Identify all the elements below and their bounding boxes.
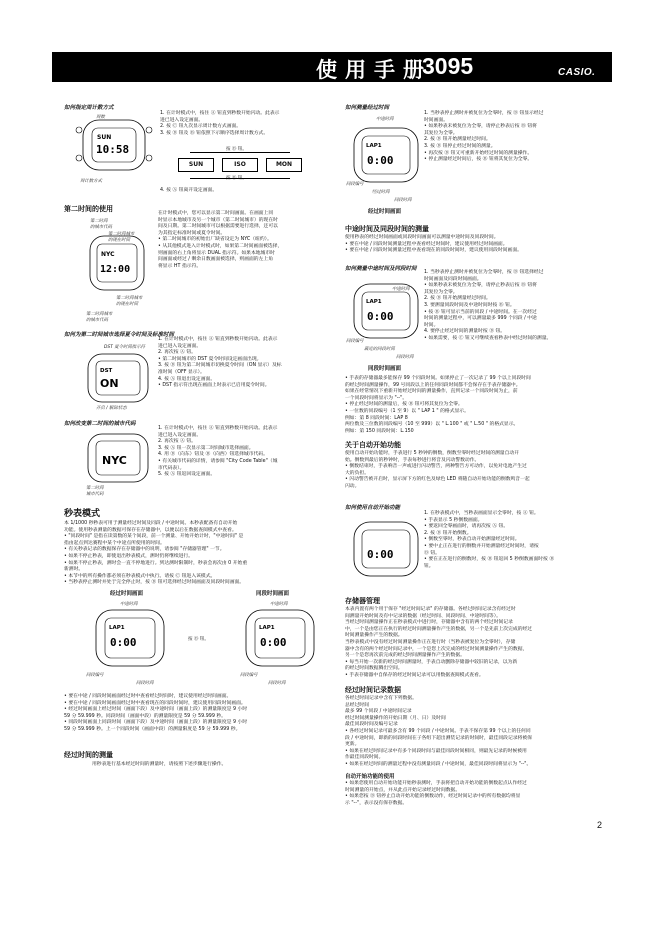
split-notes: • 手表的存储器最多能保存 99 个同段时间。如果停止了一次记录了 99 个以上同段时间 的经过时间测量操作，99 号同段以上的任何同段时间都不会保存在手表存储器中。 如果在经常情况下重新开始经过时间的测量操作，直到记录一个同段时间为止，前 一个同段时间将显示为 "--"。 • 停止经过时间的测量后，按 Ⓑ 钮可将其复位为全零。 • 一位数的同段编号（1 至 9）以 " LAP 1 " 的格式显示。 例如：第 8 同段时间：LAP 8 两位数及三位数的同段编号（10 至 999）以 " L.100 " 或 " L.50 " 的格式显示。 例如：第 150 同段时间：L.150 [345,376,531,434]
section-stopwatch-title: 秒表模式 [64,509,101,519]
watch-illustration [82,432,154,484]
city-code-steps: 1. 在计时模式中，按住 Ⓐ 钮直到秒数开始闪动。此表示 进已进入设定画面。 2. 再次按 Ⓐ 钮。 3. 按 Ⓐ 钮一次显示第二时间城市选择画面。 4. 用 Ⓓ（向东）钮及 Ⓑ（向西）钮选择城市代码。 • 有关城市代码的详情，请参阅 "City Code Table"（城 市代码表）。 5. 按 Ⓐ 钮返回设定画面。 [158,426,278,478]
caption-split-time: 中途时间 [120,602,138,607]
stopwatch-intro-text: 本 1/1000 秒秒表可用于测量经过时间及同段 / 中途时间。本秒表配备有自动开始 功能。使用秒表测量的数据可保存在存储器中，以便以后在数据查阅模式中查看。 • "同段时间" 是指在读第数的某个间段，前一个测量、开始开始计时，"中途时间" 是 指由起点到达赛程中某个中途点所使用的时间。 • 有关秒表记录的数据保存在存储器中的说明，请参阅 "存储器管理" 一节。 • 如果不停止秒表，即使退出秒表模式，测时仍将继续进行。 • 如果不停止秒表，测时会一直不停地进行。到达测时限制时，秒表会再次由 0 开始重 新测时。 • 本节中的所有操作都必须在秒表模式中执行。请按 Ⓒ 钮进入该模式。 • 当秒表停止测时并处于完全停止时，按 Ⓓ 钮可选择经过时间画面及同段时间画面。 [64,521,248,586]
caption-lap-number-right: 同段编号 [240,673,258,678]
watch-top-text: LAP1 [109,625,125,631]
memory-text: 本表内置有两个用于保存 "经过时间记录" 的存储器。各经过时间记录含有经过时 间测量开始时间及有中记录的数据（经过时间、同段时间、中途时间等）。 当经过时间测量操作正在秒表模式中进行时，存储器中含有的两个经过时间记录 中，一个是由您正在执行的经过时间测量操作产生的数据，另一个是先前上次完成的经过 时间测量操作产生的数据。 当秒表模式中没有经过时间测量操作正在进行时（当秒表被复位为全零时），存储 器中含有的两个经过时间记录中，一个是您上次完成的经过时间测量操作产生的数据， 另一个是您再次前完成的经过时间测量操作产生的数据。 • 每当开始一次新的经过时间测量时，手表自动删除存储器中较旧的记录，以为新 的经过时间数据腾出空间。 • 手表存储器中自保存的经过时间记录可以用数据查阅模式查看。 [345,607,533,678]
section-measure-elapsed-title: 如何测量经过时间 [345,105,390,111]
section-week-count-title: 如何指定周计数方式 [64,105,114,111]
step-line: 进已进入设定画面。 [160,117,204,123]
section-record-data-title: 经过时间记录数据 [345,686,401,694]
caption-r3-lap: 同段时间 [396,355,414,360]
watch-time-text: 10:58 [96,143,130,156]
record-data-text: 各经过时间记录中含有下列数据。 总经过时间 最多 99 个同段 / 中途时间记录 经过时间测量操作的开始日期（月、日）及时间 最佳同段时间及编号记录 • 各经过时间记录可最多含有 99 个同段 / 中途时间。手表不保存第 99 个以上的任何同 段 / 中途时间，即新的同段时间在子各组下超出测装记录的时间时，最佳同段记录将被保 更新。 • 如果在经过时间记录中有多个同段时间与最佳同段时间相同，则最先记录的时候被用 作最佳同段时间。 • 如果在经过时间的测量过程中没有测量同段 / 中途时间，最佳同段时间将显示为 "--"。 [345,696,532,767]
watch-time-text: 12:00 [100,264,131,275]
caption-on-off: 开启 / 解除状态 [96,406,127,411]
watch-time-text: 0:00 [367,310,394,323]
section-auto-start-use-title: 自动开始功能的使用 [345,774,395,780]
page-number: 2 [597,820,603,830]
caption-lap-time: 同段时间 [136,681,154,686]
second-time-text: 在计时模式中，您可以显示第二时间画面。在画面上同 时显示本地城市及另一个城市（第二时间城市）的现在时 间及日期。第二时间城市可以根据需要进行选择，还可以 为其指定标准时间或夏令时间。 • 第二时间城市的初始出厂缺省设定为 NYC（纽约）。 • 从其他模式进入计时模式时，如果第二时间画面被选择， 则画面的右上角将显示 DUAL 指示符。如果本地城市时 间画面或经过 / 剩余日数画面被选择，则画面的左上角 将显示 HT 指示符。 [158,211,283,269]
caption-second-city-time: 第二时间城市 的现在时间 [108,232,135,243]
cycle-label-d: 按 Ⓓ 钮。 [226,147,247,152]
caption-week-method: 周计数方式 [80,179,102,184]
header-title: 使用手册 [316,58,432,82]
step-line: 1. 在计时模式中，按住 Ⓐ 钮直到秒数开始闪动。此表示 [160,111,280,116]
section-measure-split-title: 如何测量中途时间及同段时间 [345,266,417,272]
brand-logo: CASIO. [558,67,596,78]
watch-top-text: LAP1 [366,299,382,305]
step-line: 3. 按 Ⓓ 钮及 Ⓑ 钮依照下示顺序选择周计数方式。 [160,130,269,136]
watch-illustration [240,606,320,670]
caption-second-city-code: 第二时间 城市代码 [86,486,104,497]
svg-text:NYC: NYC [102,454,127,467]
caption-lap-time-right: 同段时间 [268,681,286,686]
svg-text:NYC: NYC [101,251,115,258]
caption-r1-elapsed: 经过时间 [372,190,390,195]
watch-illustration [348,518,424,580]
caption-week-number: 周数 [96,115,105,120]
caption-r3-latest: 最近的同段时间 [364,347,395,352]
measure-split-steps: 1. 当秒表停止测时并被复位为全零时，按 Ⓓ 钮选择经过 时间画面及同段时间画面。 • 如果秒表未被复位为全零，请停止秒表后按 Ⓑ 钮将 其复位为全零。 2. 按 Ⓓ 钮开始测量经过时间。 3. 要测量同段时间及中途时间时按 Ⓑ 钮。 • 按 Ⓑ 钮可显示当前的同段 / 中途时间。在一次经过 时间的测量过程中，可以测量最多 999 个同段 / 中途 时间。 4. 要停止经过时间的测量时按 Ⓓ 钮。 • 如果需要，按 Ⓒ 钮又可继续查看秒表中经过时间的测量。 [424,270,552,341]
caption-dst-indicator: DST 夏令时间指示符 [104,345,145,350]
cycle-box-mon: MON [266,158,302,172]
watch-top-text: SUN [97,134,112,141]
section-second-time-title: 第二时间的使用 [64,205,113,213]
svg-text:ON: ON [100,377,119,390]
header-bar [52,52,612,82]
watch-top-text: LAP1 [366,143,382,149]
measure-elapsed-steps: 1. 当秒表停止测时并被复位为全零时，按 Ⓓ 钮显示经过 时间画面。 • 如果秒表未被复位为全零，请停止秒表后按 Ⓑ 钮将 其复位为全零。 2. 按 Ⓓ 钮开始测量经过时间。 3. 按 Ⓓ 钮停止经过时间的测量。 • 再次按 Ⓓ 钮又可重新开始经过时间的测量操作。 • 停止测量经过时间后，按 Ⓑ 钮将其复位为全零。 [424,111,544,163]
caption-r1-lap: 同段时间 [394,198,412,203]
svg-text:DST: DST [100,368,113,374]
watch-top-text: LAP1 [259,625,275,631]
press-d-label: 按 Ⓓ 钮。 [188,637,209,642]
auto-start-text: 使用自动开始功能时，手表进行 5 秒钟的倒数，倒数至零时经过时间的测量自动开 始。倒数到最后的秒钟时，手表每秒进行将音及闪动警数动作。 • 倒数结束时，手表响音一声或进行闪动警告，两种警告方可动作，以免对电池产生过 大的负担。 • 闪动警告被开启时，显示屏下方的红色及绿色 LED 将随自动开始功能的倒数鸣音一起 闪动。 [345,451,530,489]
section-elapsed-title: 经过时间的测量 [64,751,113,759]
week-count-steps [160,111,340,137]
section-city-code-title: 如何改变第二时间的城市代码 [64,421,136,427]
week-count-step4: 4. 按 Ⓐ 钮离开设定画面。 [160,188,218,193]
caption-city-current-time: 第二时间城市 的现在时间 [116,296,143,307]
step-line: 2. 按 Ⓒ 钮九次显示周计数方式画面。 [160,124,242,130]
watch-time-text: 0:00 [367,154,394,167]
cycle-arrow-top [190,152,290,153]
watch-time-text: 0:00 [260,636,287,649]
caption-city-code: 第二时间城市 的城市代码 [86,312,113,323]
screen-label-r3: 同段时间画面 [368,366,402,372]
watch-illustration [82,352,154,404]
watch-time-text: 0:00 [367,548,394,561]
screen-label-elapsed: 经过时间画面 [110,591,144,597]
section-split-lap-title: 中途时间及同段时间的测量 [345,225,429,233]
screen-label-r1: 经过时间画面 [368,209,402,215]
caption-r3-lap-number: 同段编号 [346,339,364,344]
caption-r1-lap-number: 同段编号 [346,182,364,187]
auto-start-steps: 1. 在秒表模式中，当秒表画面显示全零时，按 Ⓐ 钮。 • 手表显示 5 秒倒数画面。 • 要返回全零画面时，请再次按 Ⓐ 钮。 2. 按 Ⓓ 钮开始倒数。 • 倒数至零时，秒表自动开始测量经过时间。 • 要中止正在进行的倒数并开始测量经过时间时，请按 Ⓓ 钮。 • 要在正在进行的倒数时，按 Ⓑ 钮返回 5 秒倒数画面时按 Ⓑ 钮。 [424,511,555,569]
watch-illustration [90,606,170,670]
caption-r1-split: 中途时间 [376,117,394,122]
dst-steps: 1. 在计时模式中，按住 Ⓐ 钮直到秒数开始闪动。此表示 进已进入设定画面。 2. 再次按 Ⓐ 钮。 • 第二时间城市的 DST 夏令时间设定画面出现。 3. 按 Ⓓ 钮为第二时间城市切换夏令时间（ON 显示）及标 准时间（OFF 显示）。 4. 按 Ⓐ 钮退出设定画面。 • DST 指示符出现在画面上时表示已启用夏令时间。 [158,337,282,389]
cycle-box-iso: ISO [222,158,258,172]
caption-r3-split: 中途时间 [392,287,410,292]
cycle-label-b: 按 Ⓑ 钮。 [226,176,247,181]
section-dst-title: 如何为第二时间城市选择夏令时间及标准时间 [64,332,175,338]
header-model: 3095 [422,53,474,79]
caption-split-time-right: 中途时间 [270,602,288,607]
split-lap-text: 使用秒表的经过时间画面或同段时间画面可以测量中途时间及同段时间。 • 要在中途 / 同段时间测量过程中查看经过时间时，建议使用经过时间画面。 • 要在中途 / 同段时间测量过程中查看现在的同段时间时，建议使用同段时间画面。 [345,235,522,254]
stopwatch-notes: • 要在中途 / 同段时间画面经过时中查看经过时间时，建议使用经过时间画面。 • 要在中途 / 同段时间画面经过时中查看现在的同段时间时，建议使用同段时间画面。 • 经过时间画面上经过时间（画面下段）及中途时间（画面上段）的测量限度是 9 小时 59 分 59.999 秒。同段时间（画面中段）的测量限度是 59 分 59.999 秒。 • 同段时间画面上同段时间（画面下段）及中途时间（画面上段）的测量限度是 9 小时 59 分 59.999 秒。上一个同段时间（画面中段）的测量限度是 59 分 59.999 秒。 [64,694,248,732]
caption-second-time-city: 第二时间 的城市代码 [90,219,112,230]
section-memory-title: 存储器管理 [345,597,380,605]
cycle-box-sun: SUN [178,158,214,172]
elapsed-intro-text: 用秒表进行基本经过时间的测量时，请按照下述步骤进行操作。 [92,762,227,767]
watch-illustration [73,114,155,176]
section-auto-start-title: 关于自动开始功能 [345,441,401,449]
screen-label-lap: 同段时间画面 [256,591,290,597]
section-use-auto-start-title: 如何使用自动开始功能 [345,505,401,511]
watch-illustration [348,124,424,186]
watch-time-text: 0:00 [110,636,137,649]
auto-start-use-text: • 如果您使用自动开始功能开始秒表测时，手表将把自动开始功能的倒数起点认作经过 时间测量的开始点，并从此点开始记录经过时间数据。 • 如果您按 Ⓓ 钮停止自动开始功能的倒数动作，经过时间记录中的所有数据均将显 示 "--"，表示没有保存数据。 [345,781,527,806]
caption-lap-number: 同段编号 [86,673,104,678]
watch-illustration [348,280,424,342]
